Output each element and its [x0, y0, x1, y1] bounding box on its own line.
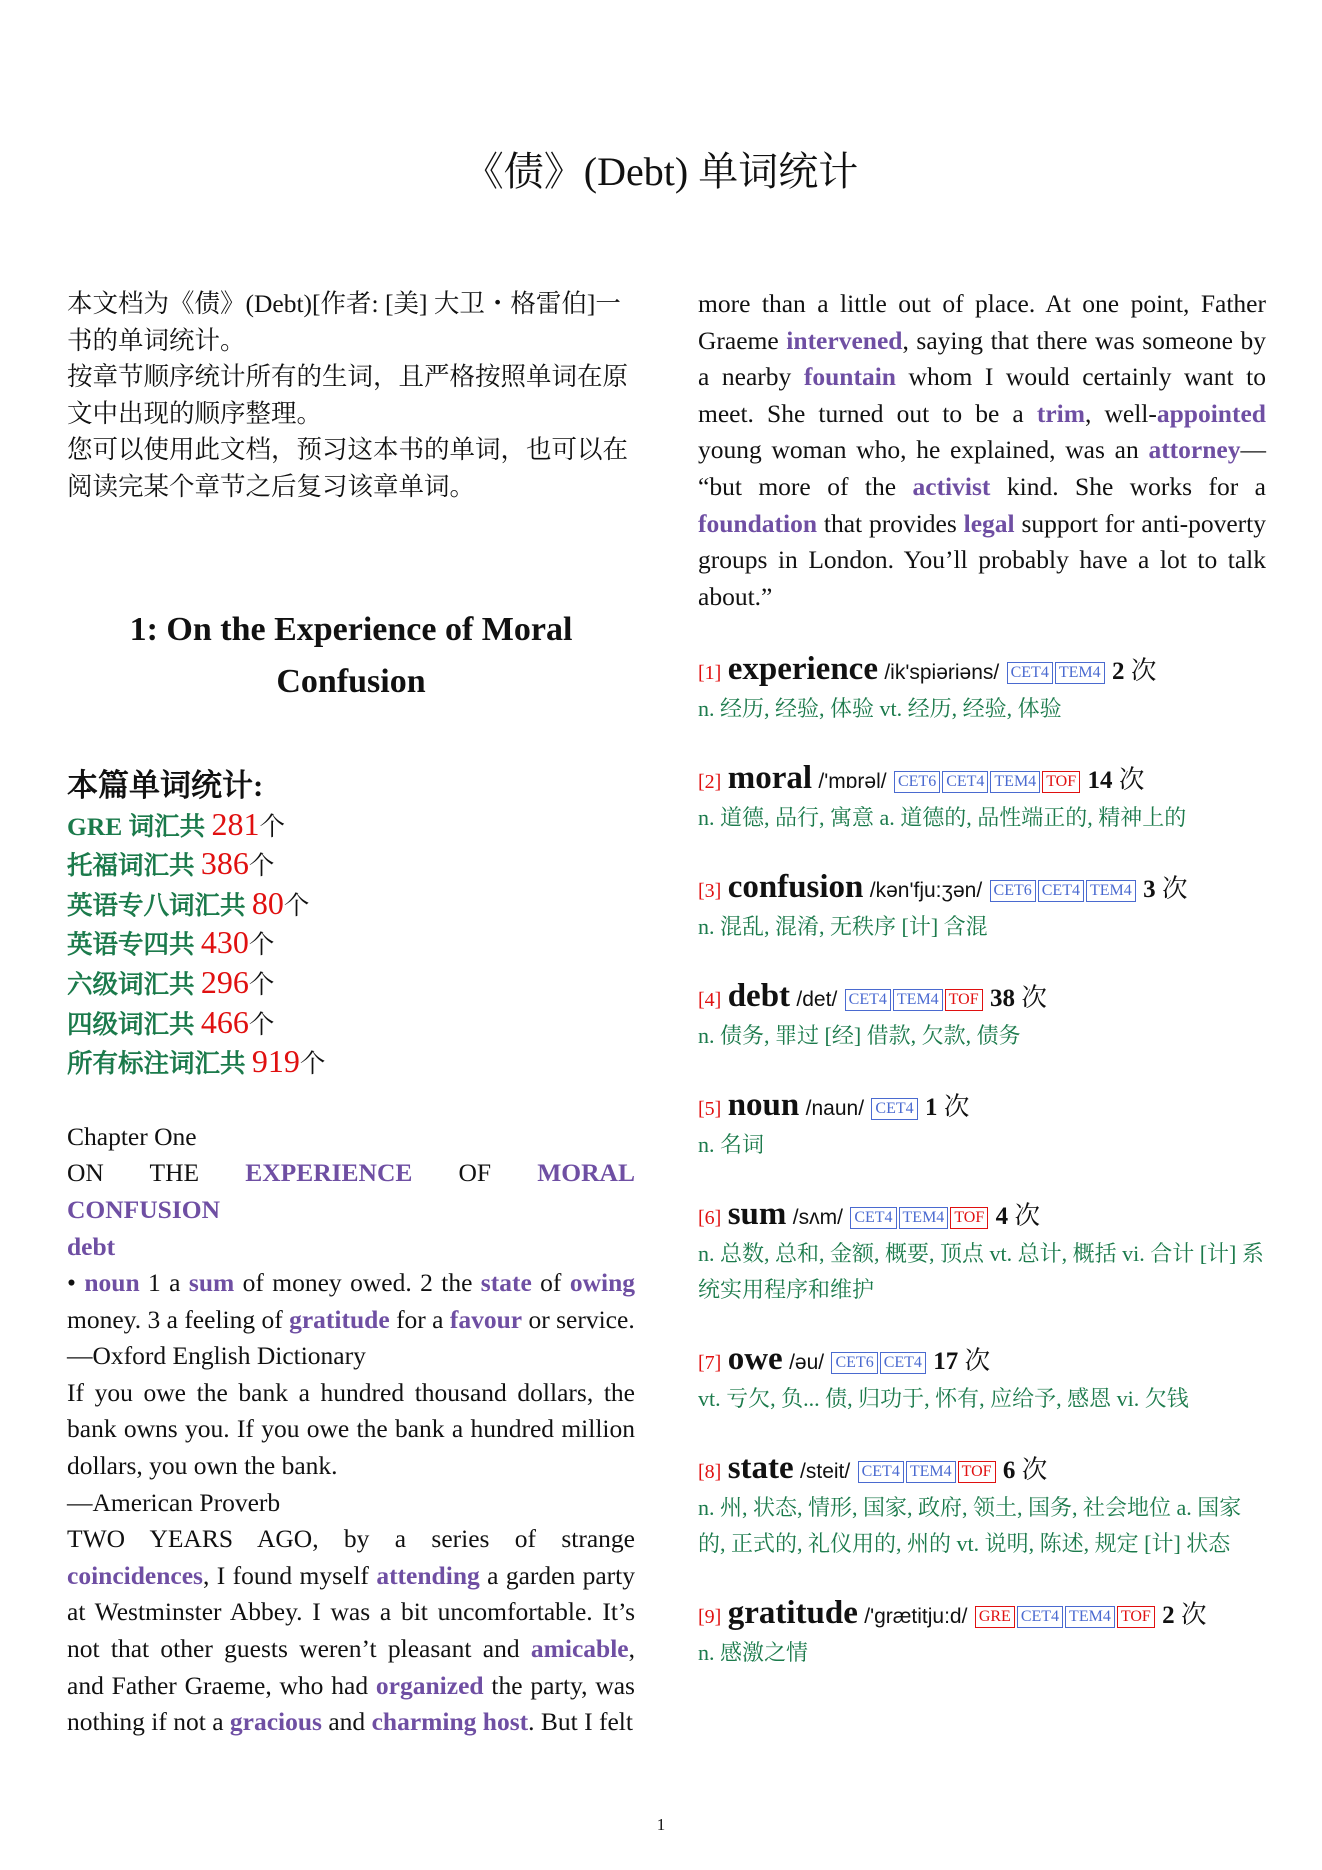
vocab-word: gracious: [229, 1707, 322, 1737]
vocab-word: legal: [963, 508, 1015, 538]
vocab-word: CONFUSION: [67, 1194, 221, 1224]
exam-tag: CET6: [831, 1352, 877, 1374]
exam-tag: TEM4: [1065, 1606, 1115, 1628]
paragraph: [67, 1521, 635, 1741]
count-unit: 次: [1021, 983, 1047, 1013]
text-run: OF: [412, 1158, 538, 1188]
word-entry: [698, 1341, 1266, 1417]
exam-tag: TEM4: [893, 989, 943, 1011]
entry-count: 4: [995, 1203, 1009, 1231]
word-list: [698, 651, 1266, 1671]
stat-label: 所有标注词汇共: [67, 1049, 252, 1079]
vocab-word: trim: [1036, 398, 1085, 428]
entry-count: 1: [925, 1094, 938, 1122]
word-entry: [698, 1196, 1266, 1308]
stat-row: [67, 806, 635, 846]
stat-row: [67, 1043, 635, 1083]
word-entry: [698, 760, 1266, 836]
entry-phonetic: /sʌm/: [792, 1206, 843, 1230]
word-entry: [698, 1087, 1266, 1163]
text-run: money. 3 a feeling of: [67, 1304, 290, 1334]
stat-unit: 个: [248, 930, 275, 960]
paragraph: [698, 286, 1266, 615]
exam-tag: TOF: [950, 1207, 988, 1229]
stat-count: 430: [200, 924, 249, 961]
vocab-word: activist: [912, 471, 991, 501]
text-run: . But I felt: [528, 1707, 633, 1737]
entry-word: gratitude: [727, 1595, 858, 1632]
entry-index: [4]: [698, 989, 722, 1012]
stat-unit: 个: [248, 1009, 275, 1039]
entry-count: 3: [1143, 876, 1156, 904]
exam-tag: CET4: [880, 1352, 926, 1374]
text-run: , well-: [1084, 398, 1157, 428]
text-run: TWO YEARS AGO, by a series of strange: [67, 1524, 635, 1554]
entry-word: owe: [727, 1341, 783, 1378]
entry-word: state: [727, 1450, 794, 1487]
text-run: 1 a: [139, 1268, 189, 1298]
text-run: for a: [389, 1304, 450, 1334]
text-run: Chapter One: [67, 1121, 197, 1151]
stat-unit: 个: [283, 890, 310, 920]
text-run: ON THE: [67, 1158, 246, 1188]
entry-phonetic: /kən'fju:ʒən/: [869, 879, 983, 903]
chapter-title: 1: On the Experience of Moral Confusion: [129, 610, 573, 700]
exam-tag: CET4: [871, 1098, 917, 1120]
count-unit: 次: [943, 1092, 970, 1122]
entry-count: 38: [989, 985, 1015, 1013]
entry-word: debt: [727, 978, 791, 1015]
entry-header: [698, 1087, 1266, 1127]
text-run: , I found myself: [202, 1560, 377, 1590]
vocab-word: appointed: [1156, 398, 1266, 428]
vocab-word: organized: [375, 1670, 484, 1700]
text-run: •: [67, 1268, 85, 1298]
text-run: — “but more of the: [698, 435, 1266, 501]
entry-header: [698, 978, 1266, 1018]
stat-row: [67, 964, 635, 1004]
stat-label: 托福词汇共: [67, 851, 201, 881]
exam-tag: TOF: [945, 989, 983, 1011]
paragraph: [67, 1229, 635, 1266]
entry-definition: n. 道德, 品行, 寓意 a. 道德的, 品性端正的, 精神上的: [698, 805, 1187, 831]
intro-line: 您可以使用此文档，预习这本书的单词，也可以在阅读完某个章节之后复习该章单词。: [67, 435, 629, 501]
paragraph: [67, 1375, 635, 1485]
paragraph: [67, 1338, 635, 1375]
vocab-word: foundation: [698, 508, 818, 538]
entry-definition: n. 感激之情: [698, 1640, 809, 1666]
text-run: more than a little out of place. At one point, Father Graeme: [698, 289, 1266, 355]
entry-header: [698, 1196, 1266, 1236]
vocab-word: sum: [188, 1268, 235, 1298]
count-unit: 次: [1118, 765, 1145, 795]
chapter-text-continued: [698, 286, 1266, 615]
vocab-word: charming: [371, 1707, 477, 1737]
vocab-word: noun: [84, 1268, 140, 1298]
stat-row: [67, 885, 635, 925]
paragraph: [67, 1155, 635, 1228]
chapter-text: [67, 1119, 635, 1741]
text-run: kind. She works for a: [990, 471, 1266, 501]
entry-definition: n. 混乱, 混淆, 无秩序 [计] 含混: [698, 914, 988, 940]
text-run: , and Father Graeme, who had: [67, 1634, 635, 1700]
stat-unit: 个: [259, 811, 286, 841]
text-run: whom I would certainly want to meet. She turned out to be a: [698, 362, 1266, 428]
intro: [67, 286, 635, 506]
word-entry: [698, 1450, 1266, 1562]
stats-list: [67, 806, 635, 1083]
entry-header: [698, 1450, 1266, 1490]
exam-tag: TOF: [1117, 1606, 1155, 1628]
vocab-word: attorney: [1148, 435, 1241, 465]
exam-tag: TEM4: [1086, 880, 1136, 902]
entry-count: 17: [933, 1348, 959, 1376]
page-number: 1: [656, 1815, 666, 1834]
stat-count: 296: [200, 963, 249, 1000]
exam-tag: CET4: [942, 771, 988, 793]
exam-tag: CET4: [1007, 662, 1053, 684]
text-run: a garden party at Westminster Abbey. I was a bit uncomfortable. It’s not that other guests weren’t pleasant and: [67, 1560, 636, 1664]
exam-tag: CET4: [845, 989, 891, 1011]
exam-tag: TOF: [958, 1461, 996, 1483]
stat-count: 80: [251, 884, 284, 921]
text-run: that provides: [817, 508, 964, 538]
text-run: If you owe the bank a hundred thousand dollars, the bank owns you. If you owe the bank a hundred million dollars, you own the bank.: [67, 1377, 635, 1481]
entry-index: [7]: [698, 1352, 722, 1375]
entry-phonetic: /det/: [796, 988, 838, 1012]
stat-unit: 个: [248, 969, 275, 999]
entry-phonetic: /ik'spiəriəns/: [884, 661, 1000, 685]
exam-tag: CET4: [1017, 1606, 1063, 1628]
entry-count: 2: [1162, 1602, 1175, 1630]
entry-index: [1]: [698, 662, 722, 685]
entry-word: experience: [727, 651, 878, 688]
exam-tag: TEM4: [990, 771, 1040, 793]
entry-header: [698, 869, 1266, 909]
text-run: of: [531, 1268, 570, 1298]
entry-word: noun: [727, 1087, 800, 1124]
stat-row: [67, 1004, 635, 1044]
entry-phonetic: /'mɒrəl/: [818, 770, 887, 794]
entry-header: [698, 651, 1266, 691]
entry-phonetic: /'grætitju:d/: [864, 1605, 968, 1629]
stat-count: 919: [251, 1043, 300, 1080]
paragraph: [67, 1119, 635, 1156]
text-run: and: [321, 1707, 372, 1737]
stat-label: GRE 词汇共: [67, 811, 212, 841]
vocab-word: attending: [376, 1560, 480, 1590]
exam-tag: CET4: [1038, 880, 1084, 902]
vocab-word: EXPERIENCE: [245, 1158, 413, 1188]
vocab-word: debt: [67, 1231, 116, 1261]
vocab-word: amicable: [530, 1634, 629, 1664]
exam-tag: CET6: [894, 771, 940, 793]
text-run: —American Proverb: [67, 1487, 281, 1517]
stat-unit: 个: [248, 851, 275, 881]
entry-index: [2]: [698, 771, 722, 794]
stat-count: 386: [200, 845, 249, 882]
stat-row: [67, 924, 635, 964]
word-entry: [698, 1595, 1266, 1671]
vocab-word: gratitude: [289, 1304, 390, 1334]
entry-word: sum: [727, 1196, 787, 1233]
paragraph: [67, 1265, 635, 1338]
exam-tag: GRE: [975, 1606, 1015, 1628]
entry-definition: n. 名词: [698, 1132, 765, 1158]
vocab-word: state: [480, 1268, 532, 1298]
stat-row: [67, 845, 635, 885]
word-entry: [698, 978, 1266, 1054]
entry-definition: n. 总数, 总和, 金额, 概要, 顶点 vt. 总计, 概括 vi. 合计 [计] 系统实用程序和维护: [698, 1241, 1264, 1303]
entry-index: [9]: [698, 1606, 722, 1629]
entry-definition: n. 债务, 罪过 [经] 借款, 欠款, 债务: [698, 1023, 1021, 1049]
vocab-word: favour: [449, 1304, 523, 1334]
entry-count: 2: [1111, 658, 1125, 686]
entry-index: [5]: [698, 1098, 722, 1121]
stat-label: 英语专八词汇共: [67, 890, 252, 920]
text-run: of money owed. 2 the: [234, 1268, 481, 1298]
count-unit: 次: [1162, 874, 1188, 904]
exam-tag: TEM4: [1055, 662, 1105, 684]
stat-count: 281: [211, 805, 260, 842]
vocab-word: host: [482, 1707, 529, 1737]
word-entry: [698, 651, 1266, 727]
stat-count: 466: [200, 1003, 249, 1040]
entry-phonetic: /naun/: [805, 1097, 865, 1121]
exam-tag: CET6: [990, 880, 1036, 902]
entry-index: [3]: [698, 880, 722, 903]
exam-tag: TEM4: [906, 1461, 956, 1483]
text-run: young woman who, he explained, was an: [698, 435, 1149, 465]
stats-heading: 本篇单词统计:: [67, 767, 264, 803]
paragraph: [67, 1485, 635, 1522]
text-run: or service.: [522, 1304, 635, 1334]
text-run: —Oxford English Dictionary: [67, 1341, 366, 1371]
entry-definition: n. 州, 状态, 情形, 国家, 政府, 领土, 国务, 社会地位 a. 国家的, 正式的, 礼仪用的, 州的 vt. 说明, 陈述, 规定 [计] 状态: [698, 1495, 1242, 1557]
vocab-word: MORAL: [537, 1158, 635, 1188]
entry-phonetic: /steit/: [800, 1460, 851, 1484]
text-run: support for anti-poverty groups in London. You’ll probably have a lot to talk about.”: [698, 508, 1266, 611]
exam-tag: CET4: [850, 1207, 896, 1229]
stat-label: 英语专四共: [67, 930, 201, 960]
intro-line: 按章节顺序统计所有的生词，且严格按照单词在原文中出现的顺序整理。: [67, 362, 629, 428]
text-run: the party, was nothing if not a: [67, 1670, 635, 1737]
entry-count: 6: [1002, 1457, 1016, 1485]
count-unit: 次: [1021, 1455, 1048, 1485]
word-entry: [698, 869, 1266, 945]
left-column: [67, 286, 635, 1741]
vocab-word: fountain: [803, 362, 896, 392]
entry-header: [698, 1341, 1266, 1381]
entry-index: [6]: [698, 1207, 722, 1230]
right-column: [698, 286, 1266, 1704]
count-unit: 次: [964, 1346, 991, 1376]
entry-index: [8]: [698, 1461, 722, 1484]
exam-tag: TEM4: [899, 1207, 949, 1229]
entry-phonetic: /əu/: [789, 1351, 825, 1375]
stat-label: 四级词汇共: [67, 1009, 201, 1039]
count-unit: 次: [1181, 1600, 1207, 1630]
vocab-word: intervened: [786, 325, 903, 355]
exam-tag: TOF: [1042, 771, 1080, 793]
entry-word: moral: [727, 760, 813, 797]
entry-definition: n. 经历, 经验, 体验 vt. 经历, 经验, 体验: [698, 696, 1062, 722]
count-unit: 次: [1014, 1201, 1041, 1231]
stat-label: 六级词汇共: [67, 969, 201, 999]
document-title: 《债》(Debt) 单词统计: [463, 149, 859, 194]
intro-line: 本文档为《债》(Debt)[作者: [美] 大卫・格雷伯]一书的单词统计。: [67, 289, 621, 355]
stat-unit: 个: [299, 1049, 326, 1079]
vocab-word: coincidences: [67, 1560, 203, 1590]
entry-header: [698, 760, 1266, 800]
entry-header: [698, 1595, 1266, 1635]
exam-tag: CET4: [858, 1461, 904, 1483]
entry-definition: vt. 亏欠, 负... 债, 归功于, 怀有, 应给予, 感恩 vi. 欠钱: [698, 1386, 1189, 1412]
vocab-word: owing: [569, 1268, 635, 1298]
entry-count: 14: [1087, 767, 1113, 795]
entry-word: confusion: [727, 869, 864, 906]
count-unit: 次: [1130, 656, 1157, 686]
text-run: , saying that there was someone by a nearby: [698, 325, 1266, 392]
